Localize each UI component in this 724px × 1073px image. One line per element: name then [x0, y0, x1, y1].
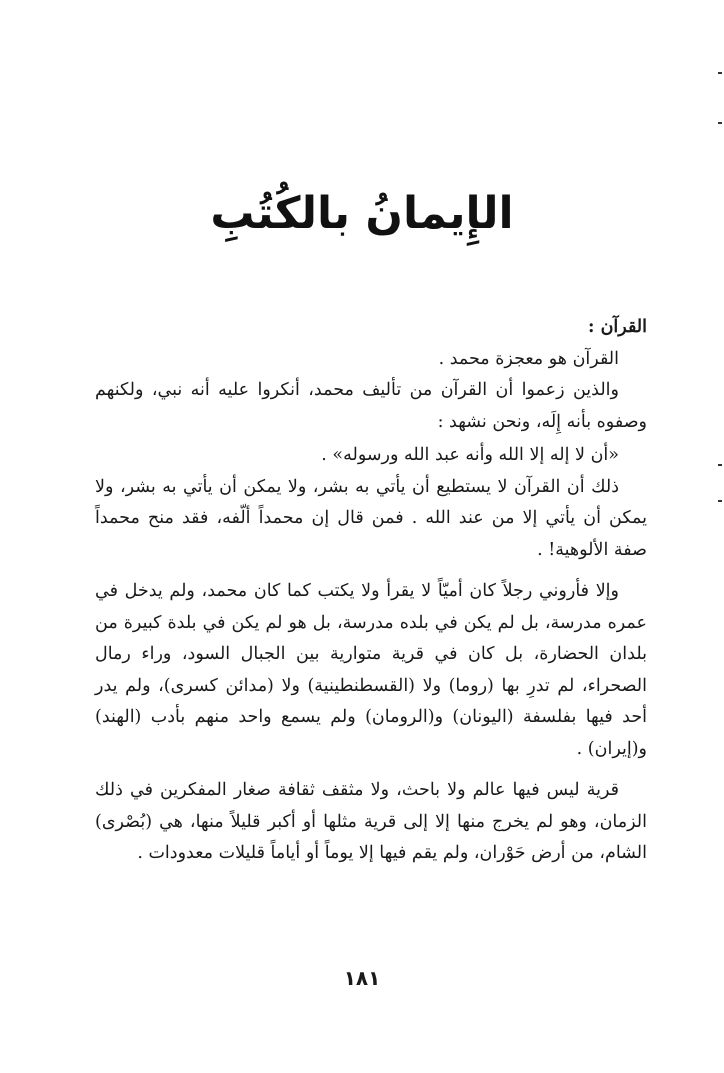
paragraph: قرية ليس فيها عالم ولا باحث، ولا مثقف ثقافة صغار المفكرين في ذلك الزمان، وهو لم يخرج منها إلا إلى قرية مثلها أو أكبر قليلاً منها، هي (بُصْرى) الشام، من أرض حَوْران، ولم يقم فيها إلا يوماً أو أياماً قليلات معدودات .	[95, 780, 647, 863]
paragraph: القرآن هو معجزة محمد .	[438, 348, 619, 369]
scan-edge-mark	[718, 464, 722, 466]
body-text	[95, 312, 647, 870]
chapter-title: الإِيمانُ بالكُتُبِ	[210, 188, 514, 239]
scan-edge-mark	[718, 72, 722, 74]
paragraph: وإلا فأروني رجلاً كان أميّاً لا يقرأ ولا يكتب كما كان محمد، ولم يدخل في عمره مدرسة، بل لم يكن في بلده مدرسة، بل هو لم يكن في بلدة كبيرة من بلدان الحضارة، بل كان في قرية متوارية بين الجبال السود، وراء رمال الصحراء، لم تدرِ بها (روما) ولا (القسطنطينية) ولا (مدائن كسرى)، ولم يدر أحد فيها بفلسفة (اليونان) و(الرومان) ولم يسمع واحد منهم بأدب (الهند) و(إيران) .	[95, 581, 647, 759]
scan-edge-mark	[718, 500, 722, 502]
section-heading: القرآن :	[588, 317, 647, 337]
scan-edge-mark	[718, 122, 722, 124]
quote: «أن لا إله إلا الله وأنه عبد الله ورسوله» .	[321, 445, 619, 465]
page-number: ١٨١	[343, 966, 381, 990]
paragraph: ذلك أن القرآن لا يستطيع أن يأتي به بشر، ولا يمكن أن يأتي به بشر، ولا يمكن أن يأتي إلا من عند الله . فمن قال إن محمداً ألّفه، فقد منح محمداً صفة الألوهية! .	[95, 476, 647, 560]
paragraph: والذين زعموا أن القرآن من تأليف محمد، أنكروا عليه أنه نبي، ولكنهم وصفوه بأنه إِلَه، ونحن نشهد :	[95, 380, 647, 432]
